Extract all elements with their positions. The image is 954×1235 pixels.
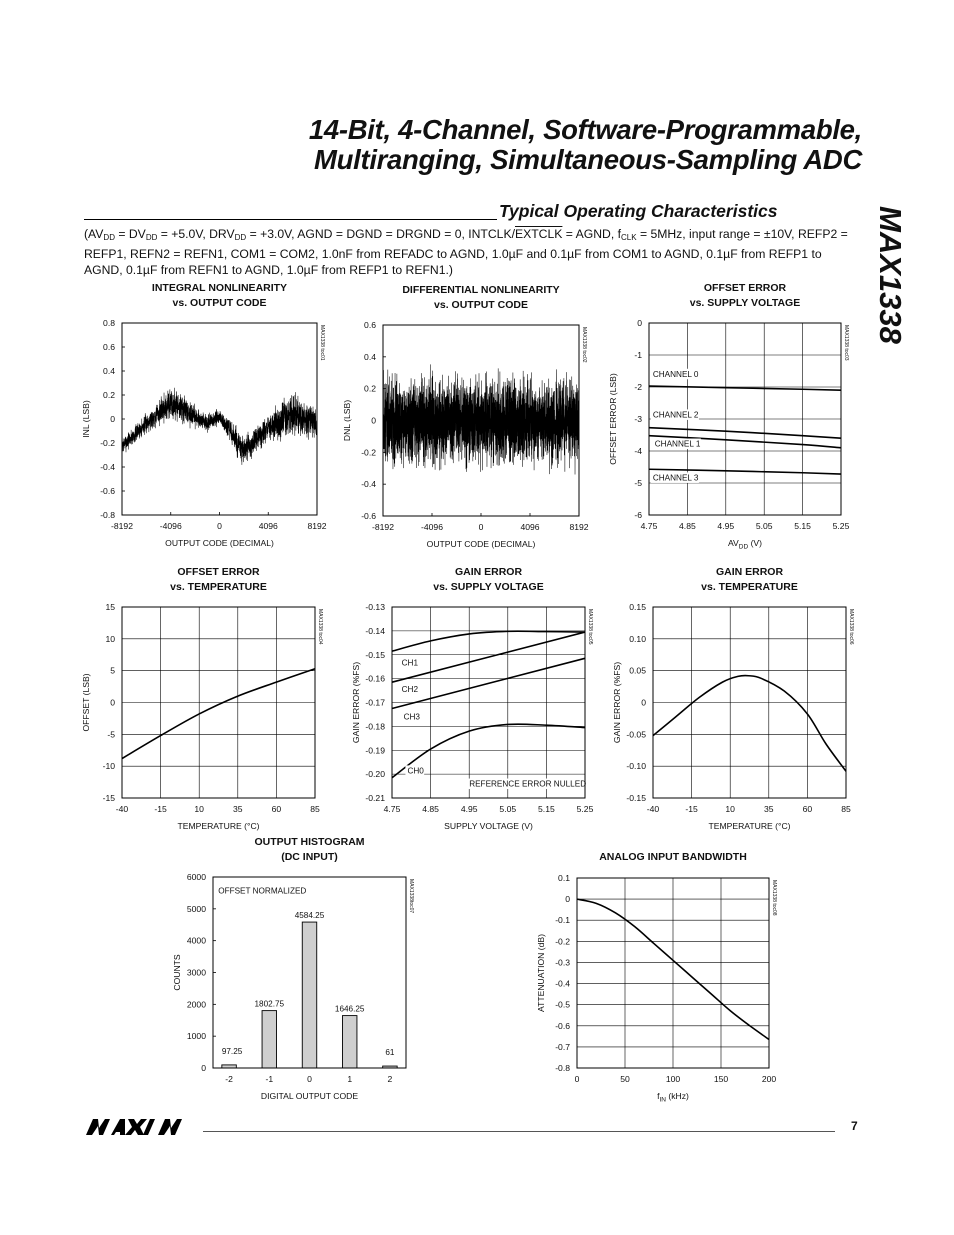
x-axis-label	[177, 821, 259, 831]
y-tick-label: 0.2	[364, 383, 376, 394]
bar-value-label: 97.25	[221, 1046, 243, 1056]
y-tick-label: -5	[634, 478, 642, 488]
y-tick-label: 0.10	[629, 633, 646, 644]
y-tick-label: -0.20	[365, 769, 385, 780]
chart-title: OFFSET ERROR	[177, 566, 260, 578]
chart-title: OUTPUT HISTOGRAM	[254, 836, 365, 848]
x-axis-label-main: TEMPERATURE (°C)	[177, 821, 260, 831]
x-tick-label: 4096	[520, 522, 540, 532]
series-line	[653, 676, 846, 772]
bar	[262, 1011, 276, 1068]
x-tick-label: -8192	[372, 522, 394, 532]
chart-offset-vs-temperature	[70, 566, 340, 841]
x-tick-label: -40	[646, 804, 660, 814]
y-tick-label: 0	[637, 318, 642, 328]
chart-offset-vs-supply	[600, 282, 860, 557]
y-tick-label: -0.8	[100, 510, 115, 520]
x-tick-label: 4.95	[460, 804, 478, 814]
series-line	[392, 632, 585, 682]
x-tick-label: 4.95	[717, 521, 735, 531]
x-tick-label: 5.05	[499, 804, 517, 814]
bar-value-label: 4584.25	[294, 911, 325, 921]
x-tick-label: 5.05	[755, 521, 773, 531]
side-part-number	[868, 198, 928, 388]
x-tick-label: 35	[764, 804, 774, 814]
chart-title: vs. SUPPLY VOLTAGE	[689, 297, 801, 309]
x-tick-label: 8192	[307, 521, 327, 531]
chart-title: OFFSET ERROR	[703, 282, 787, 294]
y-tick-label: 0	[201, 1063, 206, 1073]
page-title-line-1: 14-Bit, 4-Channel, Software-Programmable,	[308, 114, 862, 145]
footer-rule	[203, 1131, 835, 1132]
section-rule	[84, 219, 497, 220]
y-tick-label: 0	[110, 697, 115, 708]
x-axis-label-tail: (kHz)	[665, 1091, 689, 1101]
figure-code: MAX1338 toc01	[319, 325, 325, 361]
figure-code: MAX1338 toc04	[317, 609, 323, 645]
series-line	[392, 658, 585, 708]
chart-dnl	[335, 282, 605, 557]
y-tick-label: -10	[102, 761, 115, 772]
y-tick-label: 0	[565, 894, 570, 905]
annotation-label: CHANNEL 1	[654, 439, 701, 449]
x-axis-label	[657, 1091, 689, 1104]
y-tick-label: -2	[634, 382, 642, 392]
x-axis-label-sub: DD	[738, 543, 749, 551]
x-tick-label: -40	[115, 804, 129, 814]
annotation-label: CH3	[403, 712, 420, 722]
annotation-label: CHANNEL 2	[652, 410, 699, 420]
series-line	[649, 386, 841, 390]
y-tick-label: -0.6	[361, 511, 376, 521]
series-line	[392, 631, 585, 651]
x-tick-label: 4.75	[383, 804, 401, 814]
x-tick-label: 1	[347, 1074, 353, 1084]
x-axis-label-main: OUTPUT CODE (DECIMAL)	[426, 539, 536, 549]
x-axis-label-main: OUTPUT CODE (DECIMAL)	[165, 538, 274, 548]
y-tick-label: 5000	[186, 903, 206, 914]
x-axis-label-sub: IN	[659, 1096, 666, 1104]
x-axis-label-main: TEMPERATURE (°C)	[708, 821, 791, 831]
y-tick-label: -0.19	[365, 745, 385, 756]
x-tick-label: 35	[233, 804, 243, 814]
section-heading: Typical Operating Characteristics	[499, 201, 778, 221]
test-conditions: ($AV_{DD} = DV_{DD} = +5.0V$, $DRV_{DD} = +3.0V$, AGND = DGND = DRGND = 0, INTCLK/EXTCLK = AGND, $f_{CLK} = 5MHz$, input range = ±10V, REFP2 = REFP1, REFN2 = REFN1, COM1 = COM2, 1.0nF from REFADC to AGND, 1.0µF and 0.1µF from COM1 to AGND, 0.1µF from REFP1 to AGND, 0.1µF from REFN1 to AGND, 1.0µF from REFP1 to REFN1.)	[84, 227, 848, 277]
x-tick-label: 85	[841, 804, 851, 814]
y-tick-label: -0.3	[555, 957, 570, 968]
y-tick-label: 0.1	[558, 873, 570, 883]
figure-code: MAX1338 toc03	[843, 325, 849, 361]
x-axis-label-main: f	[657, 1091, 660, 1101]
x-tick-label: 0	[574, 1074, 580, 1084]
figure-code: MAX1338toc07	[408, 879, 414, 914]
x-tick-label: -15	[154, 804, 167, 814]
y-tick-label: -0.6	[100, 486, 115, 496]
y-tick-label: -15	[102, 793, 115, 803]
annotation-label: REFERENCE ERROR NULLED	[469, 779, 587, 789]
chart-title: GAIN ERROR	[715, 566, 784, 578]
y-axis-label: ATTENUATION (dB)	[536, 934, 546, 1012]
chart-title: ANALOG INPUT BANDWIDTH	[599, 851, 747, 863]
chart-title: vs. SUPPLY VOLTAGE	[433, 581, 544, 593]
chart-title: (DC INPUT)	[281, 851, 338, 863]
y-tick-label: 0.2	[103, 390, 115, 400]
x-tick-label: 60	[802, 804, 813, 814]
x-tick-label: 100	[665, 1074, 681, 1084]
y-tick-label: -0.6	[555, 1020, 570, 1031]
x-tick-label: 4.85	[679, 521, 696, 531]
y-tick-label: 5	[110, 665, 115, 676]
y-axis-label: COUNTS	[172, 954, 182, 991]
x-tick-label: 0	[478, 522, 484, 532]
y-tick-label: 2000	[186, 999, 206, 1010]
maxim-logo	[86, 1117, 196, 1137]
bar-value-label: 61	[385, 1048, 395, 1058]
y-tick-label: -0.8	[555, 1063, 570, 1073]
chart-gain-vs-supply	[335, 566, 605, 841]
y-axis-label: GAIN ERROR (%FS)	[351, 661, 361, 744]
y-tick-label: 3000	[186, 967, 206, 978]
x-tick-label: -4096	[421, 522, 443, 532]
series-line	[122, 669, 315, 759]
y-tick-label: -0.18	[365, 721, 385, 732]
y-tick-label: -0.15	[626, 793, 646, 803]
y-tick-label: -3	[634, 414, 642, 424]
y-tick-label: -6	[634, 510, 642, 520]
y-axis-label: GAIN ERROR (%FS)	[612, 661, 622, 744]
y-tick-label: 4000	[186, 935, 206, 946]
x-tick-label: 200	[761, 1074, 777, 1084]
y-tick-label: -0.10	[626, 761, 646, 772]
y-tick-label: 6000	[186, 872, 206, 882]
page-number: 7	[851, 1119, 858, 1133]
page-title-line-2: Multiranging, Simultaneous-Sampling ADC	[314, 144, 862, 175]
y-axis-label: OFFSET ERROR (LSB)	[608, 373, 618, 465]
chart-title: GAIN ERROR	[454, 566, 523, 578]
chart-title: DIFFERENTIAL NONLINEARITY	[402, 284, 560, 296]
chart-title: vs. OUTPUT CODE	[434, 299, 528, 311]
y-axis-label: INL (LSB)	[81, 400, 91, 438]
y-tick-label: -0.4	[100, 462, 115, 472]
x-tick-label: 10	[725, 804, 735, 814]
chart-title: INTEGRAL NONLINEARITY	[151, 282, 288, 294]
chart-title: vs. OUTPUT CODE	[172, 297, 267, 309]
x-tick-label: 8192	[569, 522, 589, 532]
chart-inl	[70, 282, 340, 557]
x-axis-label	[708, 821, 790, 831]
x-axis-label	[261, 1091, 359, 1101]
y-tick-label: -0.15	[365, 649, 385, 660]
annotation-label: OFFSET NORMALIZED	[218, 886, 307, 896]
figure-code: MAX1338 toc05	[587, 609, 593, 645]
y-tick-label: 0.6	[364, 320, 376, 330]
y-tick-label: 0.4	[364, 351, 376, 362]
chart-gain-vs-temperature	[600, 566, 860, 841]
y-tick-label: -0.2	[361, 447, 376, 458]
y-tick-label: 0.8	[103, 318, 115, 328]
y-tick-label: -0.1	[555, 915, 570, 926]
x-tick-label: 5.15	[538, 804, 555, 814]
x-tick-label: 2	[387, 1074, 393, 1084]
annotation-label: CH2	[401, 684, 419, 694]
y-tick-label: 0.05	[629, 665, 646, 676]
x-tick-label: -2	[225, 1074, 233, 1084]
annotation-label: CHANNEL 0	[652, 369, 699, 379]
y-tick-label: 0	[110, 414, 115, 424]
bar	[342, 1016, 356, 1068]
x-axis-label	[427, 539, 536, 549]
y-axis-label: OFFSET (LSB)	[81, 673, 91, 732]
annotation-label: CHANNEL 3	[652, 473, 699, 483]
y-tick-label: 0.6	[103, 342, 115, 352]
x-axis-label-main: SUPPLY VOLTAGE (V)	[444, 821, 533, 831]
noise-trace	[383, 364, 579, 474]
x-tick-label: 4.85	[422, 804, 439, 814]
x-axis-label	[728, 538, 762, 551]
y-tick-label: -0.7	[555, 1041, 570, 1052]
y-tick-label: 15	[105, 602, 115, 612]
y-tick-label: -0.21	[365, 793, 385, 803]
bar-value-label: 1646.25	[334, 1004, 365, 1014]
x-tick-label: 10	[194, 804, 204, 814]
x-tick-label: 85	[310, 804, 320, 814]
figure-code: MAX1338 toc02	[581, 327, 587, 363]
y-tick-label: -0.13	[365, 602, 385, 612]
bar-value-label: 1802.75	[254, 999, 285, 1009]
y-tick-label: 0.15	[629, 602, 646, 612]
y-tick-label: -0.17	[365, 697, 385, 708]
x-axis-label-main: AV	[727, 538, 739, 548]
y-tick-label: 10	[105, 633, 115, 644]
x-tick-label: 150	[713, 1074, 729, 1084]
chart-title: vs. TEMPERATURE	[170, 581, 267, 593]
y-tick-label: -0.2	[555, 936, 570, 947]
y-tick-label: -1	[634, 350, 642, 360]
x-axis-label-tail: (V)	[748, 538, 763, 548]
y-tick-label: -0.4	[555, 978, 570, 989]
x-tick-label: 5.25	[576, 804, 594, 814]
y-tick-label: 0	[641, 697, 646, 708]
y-tick-label: -4	[634, 446, 642, 456]
y-tick-label: -0.5	[555, 999, 570, 1010]
y-tick-label: -0.16	[365, 673, 385, 684]
y-tick-label: -0.05	[626, 729, 646, 740]
x-axis-label	[444, 821, 533, 831]
x-tick-label: 5.25	[832, 521, 850, 531]
chart-analog-input-bandwidth	[525, 848, 795, 1113]
y-tick-label: -0.2	[100, 438, 115, 448]
y-tick-label: -0.4	[361, 479, 376, 490]
x-tick-label: 0	[307, 1074, 312, 1084]
y-tick-label: 1000	[186, 1031, 206, 1042]
x-tick-label: 50	[620, 1074, 630, 1084]
y-tick-label: 0.4	[103, 366, 115, 376]
annotation-label: CH0	[407, 766, 424, 776]
y-tick-label: 0	[371, 415, 376, 426]
chart-title: vs. TEMPERATURE	[701, 581, 798, 593]
x-tick-label: -8192	[111, 521, 133, 531]
x-tick-label: 5.15	[794, 521, 811, 531]
chart-output-histogram	[160, 835, 430, 1115]
x-axis-label	[165, 538, 274, 548]
x-tick-label: 4.75	[640, 521, 658, 531]
x-tick-label: -4096	[159, 521, 182, 531]
x-tick-label: -1	[265, 1074, 274, 1084]
y-tick-label: -5	[107, 729, 115, 740]
x-tick-label: 60	[271, 804, 282, 814]
noise-trace	[122, 388, 317, 465]
x-axis-label-main: DIGITAL OUTPUT CODE	[260, 1091, 359, 1101]
annotation-label: CH1	[401, 658, 419, 668]
y-axis-label: DNL (LSB)	[342, 399, 352, 442]
figure-code: MAX1338 toc08	[771, 880, 777, 916]
figure-code: MAX1338 toc06	[848, 609, 854, 645]
y-tick-label: -0.14	[365, 625, 385, 636]
side-part-number-text: MAX1338	[873, 206, 908, 344]
x-tick-label: 4096	[258, 521, 278, 531]
x-tick-label: 0	[217, 521, 222, 531]
x-tick-label: -15	[685, 804, 698, 814]
bar	[302, 922, 316, 1068]
